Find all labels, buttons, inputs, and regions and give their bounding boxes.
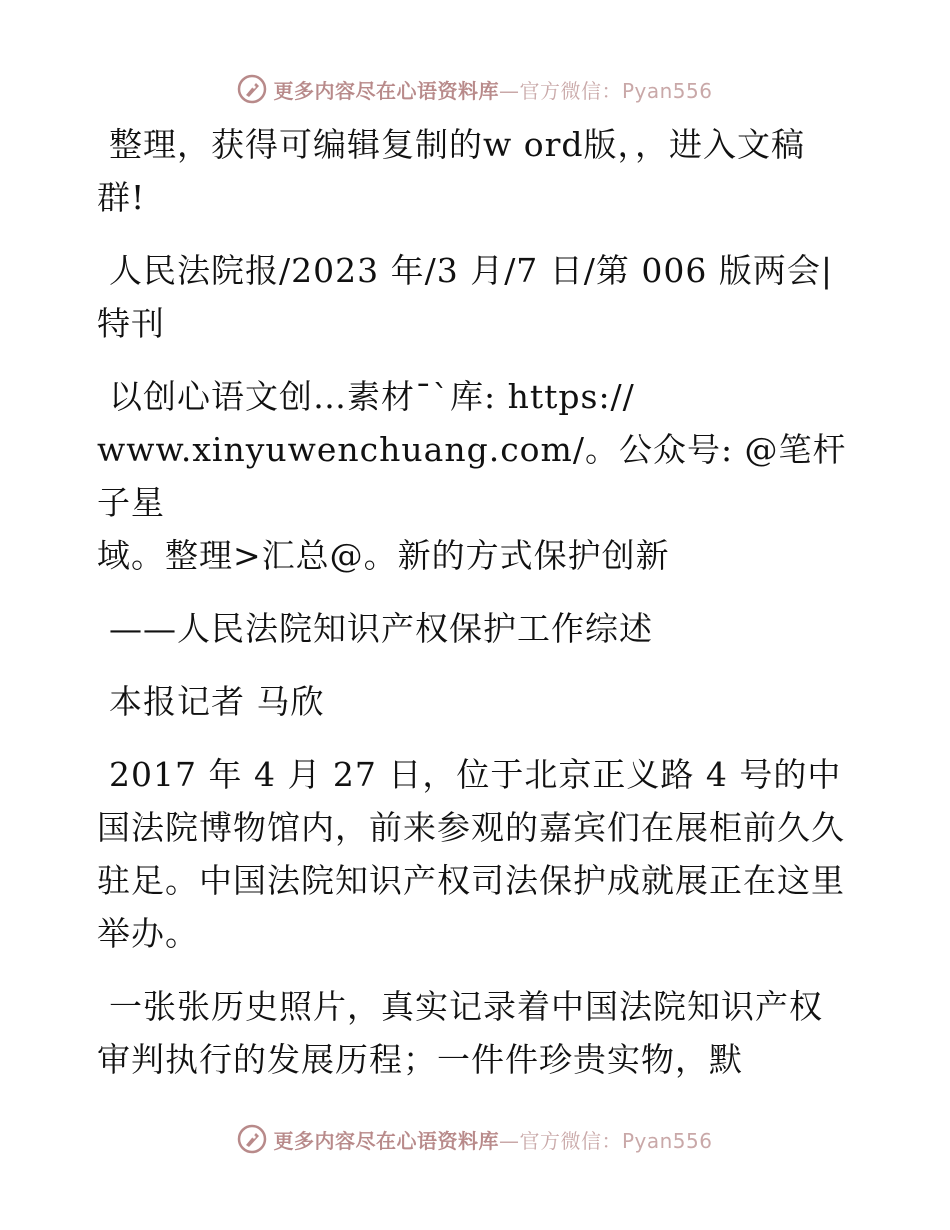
pen-nib-circle-icon [237,74,267,104]
paragraph-links [97,370,857,582]
text-line: ——人民法院知识产权保护工作综述 [109,609,653,648]
watermark-sep: — [498,1128,520,1153]
text-line: 本报记者 马欣 [109,682,325,721]
paragraph-subtitle [97,602,857,655]
text-line: 整理，获得可编辑复制的w ord版，，进入文稿 [109,125,806,164]
text-line: 域。整理>汇总@。新的方式保护创新 [97,536,670,575]
text-line: 群! [97,178,146,217]
watermark-text [273,1125,712,1154]
paragraph-intro [97,118,857,224]
text-line: 人民法院报/2023 年/3 月/7 日/第 006 版两会| [109,251,833,290]
text-line: 举办。 [97,914,199,953]
text-line: 以创心语文创…素材¯`库: https:// [109,377,635,416]
watermark-tail: 官方微信：Pyan556 [519,1128,713,1153]
paragraph-body-1 [97,748,857,960]
pen-nib-circle-icon [237,1124,267,1154]
watermark-main: 更多内容尽在心语资料库 [273,78,499,103]
paragraph-source [97,244,857,350]
text-line: 国法院博物馆内，前来参观的嘉宾们在展柜前久久 [97,808,845,847]
header-watermark [0,72,950,106]
watermark-sep: — [498,78,520,103]
text-line: 2017 年 4 月 27 日，位于北京正义路 4 号的中 [109,755,842,794]
text-line: 一张张历史照片，真实记录着中国法院知识产权 [109,987,823,1026]
watermark-text [273,75,712,104]
footer-watermark [0,1122,950,1156]
paragraph-byline [97,675,857,728]
watermark-main: 更多内容尽在心语资料库 [273,1128,499,1153]
text-line: www.xinyuwenchuang.com/。公众号: @笔杆子星 [97,430,847,522]
paragraph-body-2 [97,980,857,1086]
document-body [97,118,857,1106]
text-line: 驻足。中国法院知识产权司法保护成就展正在这里 [97,861,845,900]
text-line: 特刊 [97,304,165,343]
text-line: 审判执行的发展历程；一件件珍贵实物，默 [97,1040,743,1079]
watermark-tail: 官方微信：Pyan556 [519,78,713,103]
